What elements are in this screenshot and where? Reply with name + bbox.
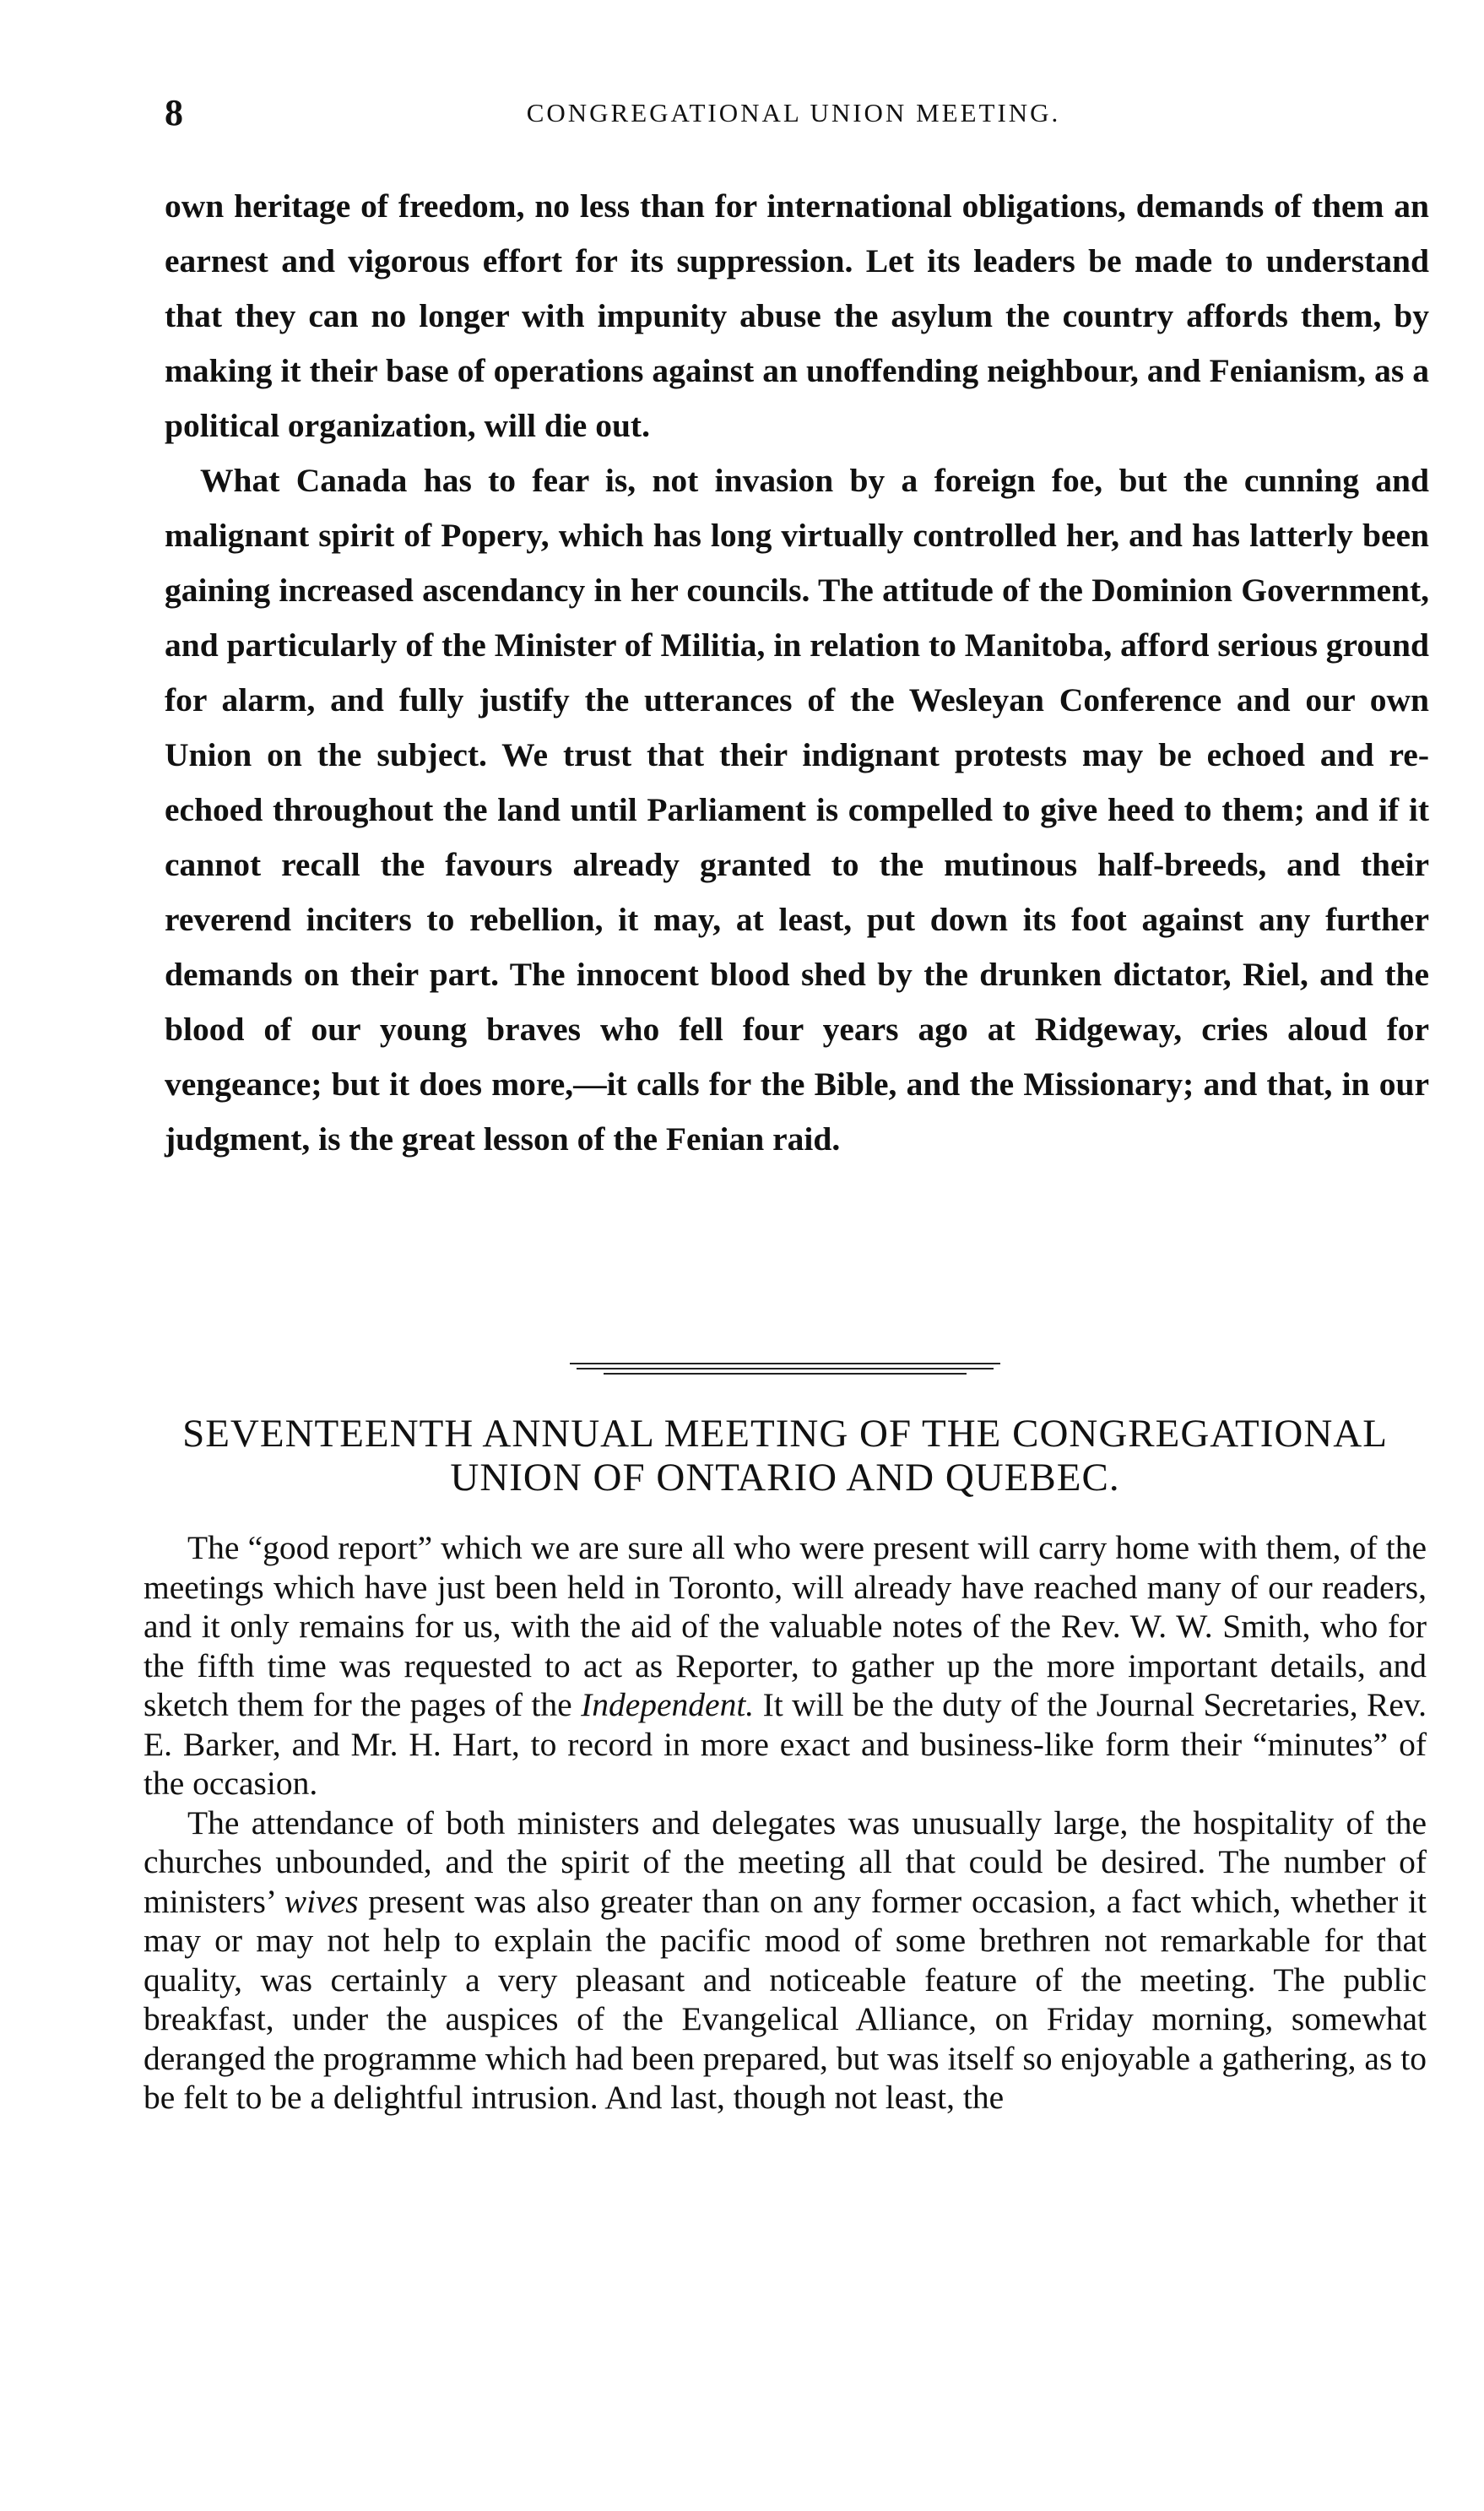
emphasized-word: wives bbox=[284, 1882, 359, 1920]
section-paragraph: The “good report” which we are sure all who were present will carry home with them, of the meetings which have just been held in Toronto, will already have reached many of our readers, and it only remains for us, with the aid of the valuable notes of the Rev. W. W. Smith, who for the fifth time was requested to act as Reporter, to gather up the more important details, and sketch them for the pages of the Independent. It will be the duty of the Journal Secretaries, Rev. E. Barker, and Mr. H. Hart, to record in more exact and business-like form their “minutes” of the occasion. bbox=[144, 1529, 1427, 1802]
section-divider bbox=[570, 1363, 1000, 1375]
article-paragraph: What Canada has to fear is, not invasion by a foreign foe, but the cunning and malignant spirit of Popery, which has long virtually controlled her, and has latterly been gaining increased ascendancy in her councils. The attitude of the Dominion Government, and particularly of the Minister of Militia, in relation to Manitoba, afford serious ground for alarm, and fully justify the utterances of the Wesleyan Conference and our own Union on the subject. We trust that their indignant protests may be echoed and re-echoed throughout the land until Parliament is compelled to give heed to them; and if it cannot recall the favours already granted to the mutinous half-breeds, and their reverend inciters to rebellion, it may, at least, put down its foot against any further demands on their part. The innocent blood shed by the drunken dictator, Riel, and the blood of our young braves who fell four years ago at Ridgeway, cries aloud for vengeance; but it does more,—it calls for the Bible, and the Missionary; and that, in our judgment, is the great lesson of the Fenian raid. bbox=[165, 462, 1429, 1158]
article-paragraph: own heritage of freedom, no less than for international obligations, demands of them an earnest and vigorous effort for its suppression. Let its leaders be made to understand that they can no longer with impunity abuse the asylum the country affords them, by making it their base of operations against an unoffending neighbour, and Fenianism, as a political organization, will die out. bbox=[165, 187, 1429, 444]
page-number: 8 bbox=[165, 92, 183, 133]
article-continuation bbox=[165, 179, 1429, 1167]
section-paragraph: The attendance of both ministers and delegates was unusually large, the hospitality of the churches unbounded, and the spirit of the meeting all that could be desired. The number of ministers’ wives present was also greater than on any former occasion, a fact which, whether it may or may not help to explain the pacific mood of some brethren not remarkable for that quality, was certainly a very pleasant and noticeable feature of the meeting. The public breakfast, under the auspices of the Evangelical Alliance, on Friday morning, somewhat deranged the programme which had been prepared, but was itself so enjoyable a gathering, as to be felt to be a delightful intrusion. And last, though not least, the bbox=[144, 1803, 1427, 2116]
periodical-title: Independent. bbox=[581, 1686, 755, 1723]
section-body bbox=[144, 1528, 1427, 2118]
running-header bbox=[165, 91, 1422, 138]
running-title: CONGREGATIONAL UNION MEETING. bbox=[526, 98, 1061, 127]
section-heading: SEVENTEENTH ANNUAL MEETING OF THE CONGREGATIONAL UNION OF ONTARIO AND QUEBEC. bbox=[182, 1412, 1388, 1500]
